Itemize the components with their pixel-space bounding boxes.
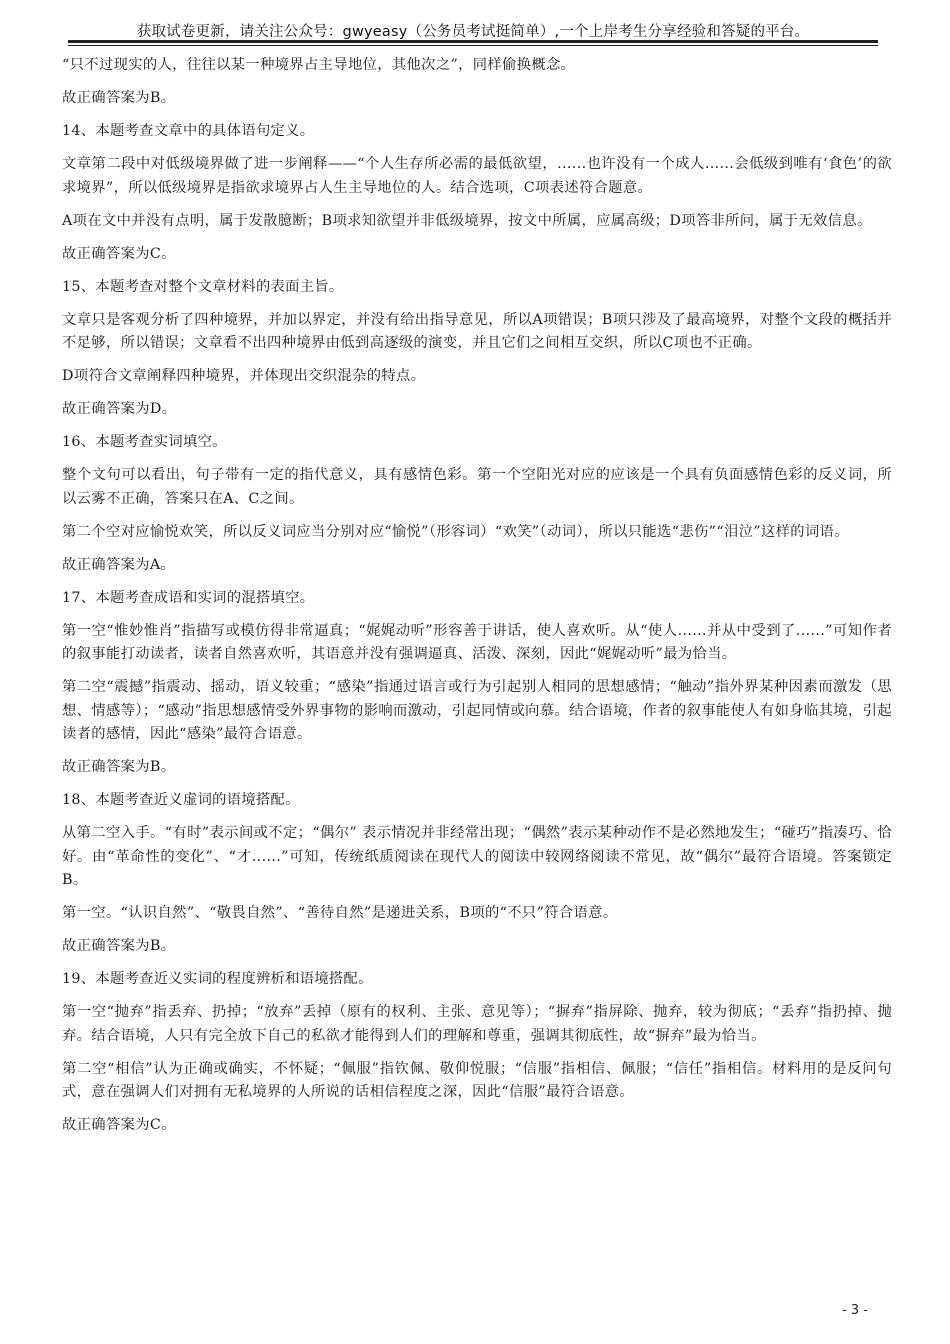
answer-14: 故正确答案为C。 (62, 245, 176, 262)
question-16-explanation-1: 整个文句可以看出，句子带有一定的指代意义，具有感情色彩。第一个空阳光对应的应该是一个具有负面感情色彩的反义词，所以云雾不正确，答案只在A、C之间。 (62, 467, 892, 507)
question-16-explanation-2: 第二个空对应愉悦欢笑，所以反义词应当分别对应“愉悦”（形容词）“欢笑”（动词），所以只能选“悲伤”“泪泣”这样的词语。 (62, 523, 849, 540)
question-16-heading: 16、本题考查实词填空。 (62, 434, 227, 450)
header-divider-thin (68, 45, 878, 46)
question-17-explanation-1: 第一空“惟妙惟肖”指描写或模仿得非常逼真；“娓娓动听”形容善于讲话，使人喜欢听。从“使人......并从中受到了......”可知作者的叙事能打动读者，读者自然喜欢听，其语意并没有强调逼真、活泼、深刻，因此“娓娓动听”最为恰当。 (62, 622, 892, 662)
page-header: 获取试卷更新，请关注公众号：gwyeasy（公务员考试挺简单）,一个上岸考生分享经验和答疑的平台。 (136, 24, 810, 40)
question-14-explanation-2: A项在文中并没有点明，属于发散臆断；B项求知欲望并非低级境界，按文中所属，应属高级；D项答非所问，属于无效信息。 (62, 212, 872, 229)
paragraph-13-continuation: “只不过现实的人，往往以某一种境界占主导地位，其他次之”，同样偷换概念。 (62, 57, 576, 73)
header-divider-thick (68, 40, 878, 43)
question-17-heading: 17、本题考查成语和实词的混搭填空。 (62, 589, 315, 606)
question-15-explanation-2: D项符合文章阐释四种境界，并体现出交织混杂的特点。 (62, 368, 426, 384)
question-18-heading: 18、本题考查近义虚词的语境搭配。 (62, 792, 300, 808)
question-19-explanation-2: 第二空“相信”认为正确或确实，不怀疑；“佩服”指钦佩、敬仰悦服；“信服”指相信、佩服；“信任”指相信。材料用的是反问句式，意在强调人们对拥有无私境界的人所说的话相信程度之深，因此“信服”最符合语意。 (62, 1060, 892, 1100)
answer-17: 故正确答案为B。 (62, 759, 176, 775)
page-number: - 3 - (842, 1303, 868, 1318)
answer-13: 故正确答案为B。 (62, 90, 176, 106)
answer-15: 故正确答案为D。 (62, 401, 177, 417)
document-body (62, 54, 892, 1147)
question-19-heading: 19、本题考查近义实词的程度辨析和语境搭配。 (62, 971, 373, 987)
question-15-heading: 15、本题考查对整个文章材料的表面主旨。 (62, 278, 344, 295)
question-14-heading: 14、本题考查文章中的具体语句定义。 (62, 123, 315, 139)
question-14-explanation-1: 文章第二段中对低级境界做了进一步阐释——“个人生存所必需的最低欲望，......也许没有一个成人......会低级到唯有‘食色’的欲求境界”，所以低级境界是指欲求境界占人生主导地位的人。结合选项，C项表述符合题意。 (62, 156, 892, 196)
question-18-explanation-2: 第一空。“认识自然”、“敬畏自然”、“善待自然”是递进关系，B项的“不只”符合语意。 (62, 905, 618, 921)
question-15-explanation-1: 文章只是客观分析了四种境界，并加以界定，并没有给出指导意见，所以A项错误；B项只涉及了最高境界，对整个文段的概括并不足够，所以错误；文章看不出四种境界由低到高逐级的演变，并且它们之间相互交织，所以C项也不正确。 (62, 311, 892, 351)
answer-19: 故正确答案为C。 (62, 1117, 176, 1133)
answer-18: 故正确答案为B。 (62, 938, 176, 954)
answer-16: 故正确答案为A。 (62, 556, 176, 573)
question-17-explanation-2: 第二空“震撼”指震动、摇动，语义较重；“感染”指通过语言或行为引起别人相同的思想感情；“触动”指外界某种因素而激发（思想、情感等）；“感动”指思想感情受外界事物的影响而激动，引起同情或向慕。结合语境，作者的叙事能使人有如身临其境，引起读者的感情，因此“感染”最符合语意。 (62, 679, 892, 742)
question-19-explanation-1: 第一空“抛弃”指丢弃、扔掉；“放弃”丢掉（原有的权利、主张、意见等）；“摒弃”指屏除、抛弃，较为彻底；“丢弃”指扔掉、抛弃。结合语境，人只有完全放下自己的私欲才能得到人们的理解和尊重，强调其彻底性，故“摒弃”最为恰当。 (62, 1004, 892, 1044)
question-18-explanation-1: 从第二空入手。“有时”表示间或不定；“偶尔” 表示情况并非经常出现；“偶然”表示某种动作不是必然地发生；“碰巧”指凑巧、恰好。由“革命性的变化”、“才......”可知，传统纸质阅读在现代人的阅读中较网络阅读不常见，故“偶尔”最符合语境。答案锁定B。 (62, 825, 892, 888)
